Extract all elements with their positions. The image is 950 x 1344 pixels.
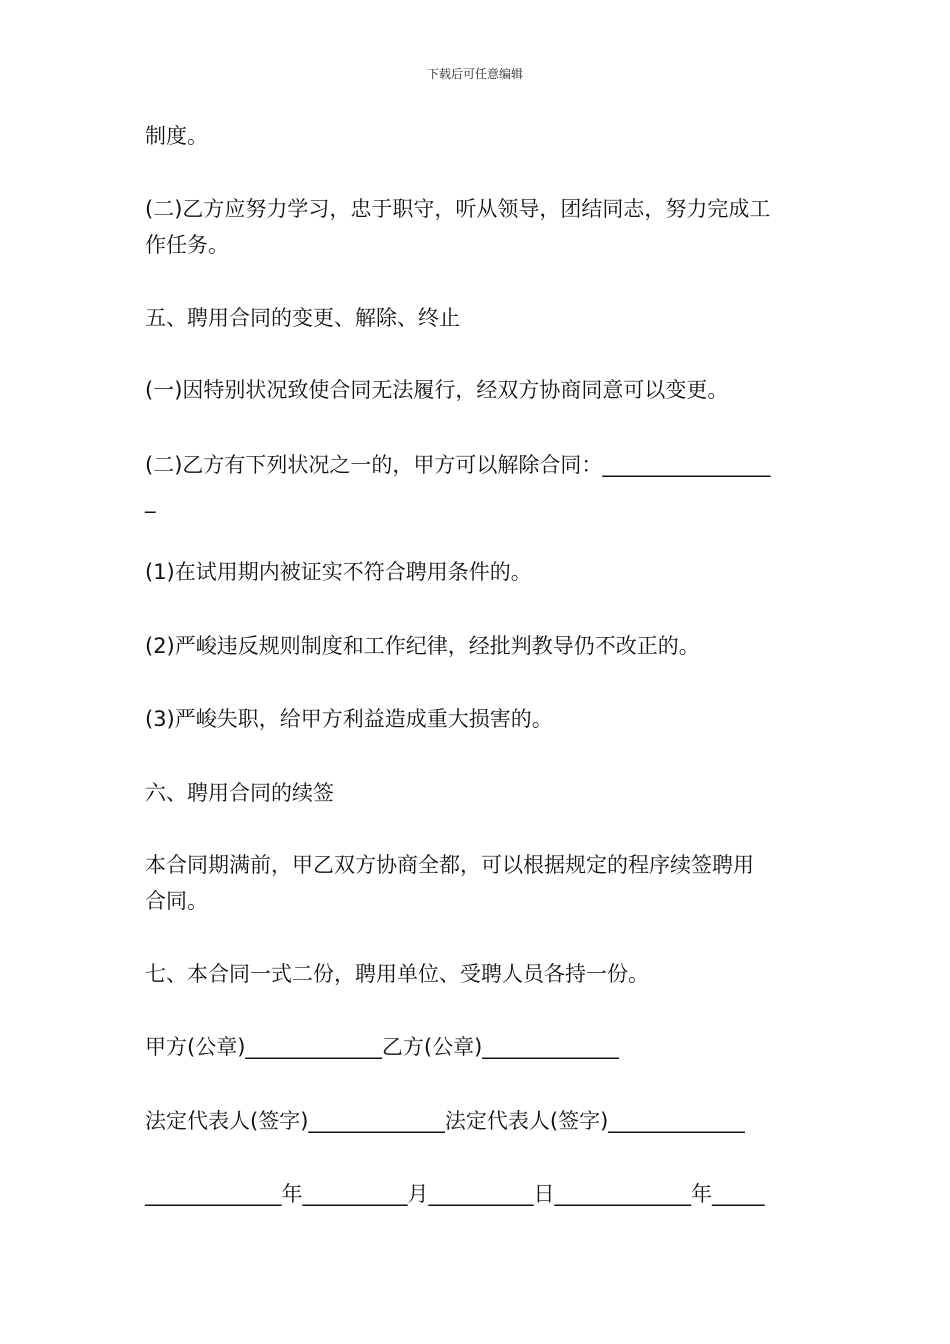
signature-party-line-text: 甲方(公章)_____________乙方(公章)_____________ bbox=[145, 1035, 619, 1059]
paragraph-10-line-2: 合同。 bbox=[145, 889, 208, 913]
paragraph-7-line-1: (2)严峻违反规则制度和工作纪律，经批判教导仍不改正的。 bbox=[145, 634, 700, 658]
paragraph-2-line-2: 作任务。 bbox=[145, 233, 229, 257]
paragraph-4 bbox=[145, 372, 815, 408]
paragraph-10-line-1: 本合同期满前，甲乙双方协商全都，可以根据规定的程序续签聘用 bbox=[145, 853, 754, 877]
signature-date-line-text: _____________年__________月__________日_____________年_____ bbox=[145, 1182, 765, 1206]
signature-party-line bbox=[145, 1029, 815, 1065]
paragraph-5-line-1: (二)乙方有下列状况之一的，甲方可以解除合同：________________ bbox=[145, 453, 771, 477]
paragraph-11-line-1: 七、本合同一式二份，聘用单位、受聘人员各持一份。 bbox=[145, 962, 649, 986]
paragraph-4-line-1: (一)因特别状况致使合同无法履行，经双方协商同意可以变更。 bbox=[145, 378, 729, 402]
section-heading-6-line-1: 六、聘用合同的续签 bbox=[145, 781, 334, 805]
paragraph-6-line-1: (1)在试用期内被证实不符合聘用条件的。 bbox=[145, 560, 532, 584]
signature-date-line bbox=[145, 1176, 815, 1212]
paragraph-5 bbox=[145, 447, 815, 519]
paragraph-2 bbox=[145, 191, 815, 263]
paragraph-1 bbox=[145, 118, 815, 154]
paragraph-8-line-1: (3)严峻失职，给甲方利益造成重大损害的。 bbox=[145, 707, 553, 731]
signature-representative-line bbox=[145, 1103, 815, 1139]
paragraph-6 bbox=[145, 554, 815, 590]
signature-representative-line-text: 法定代表人(签字)_____________法定代表人(签字)_____________ bbox=[145, 1109, 745, 1133]
paragraph-10 bbox=[145, 847, 815, 919]
paragraph-1-line-1: 制度。 bbox=[145, 124, 208, 148]
section-heading-6 bbox=[145, 775, 815, 811]
section-heading-5-line-1: 五、聘用合同的变更、解除、终止 bbox=[145, 306, 460, 330]
section-heading-5 bbox=[145, 300, 815, 336]
paragraph-11 bbox=[145, 956, 815, 992]
paragraph-8 bbox=[145, 701, 815, 737]
paragraph-5-line-2: _ bbox=[145, 489, 156, 513]
paragraph-7 bbox=[145, 628, 815, 664]
page-header: 下载后可任意编辑 bbox=[426, 67, 523, 81]
paragraph-2-line-1: (二)乙方应努力学习，忠于职守，听从领导，团结同志，努力完成工 bbox=[145, 197, 771, 221]
